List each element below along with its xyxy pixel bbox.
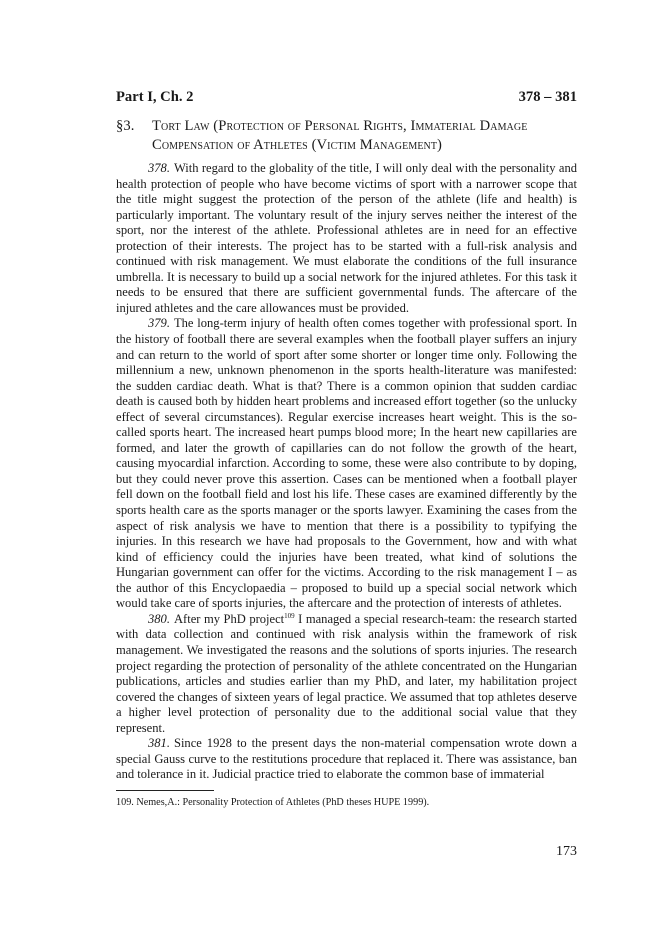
page-number: 173: [556, 844, 577, 859]
paragraph-range: 378 – 381: [518, 89, 577, 105]
paragraph-text: Since 1928 to the present days the non-material compensation wrote down a special Gauss curve to the restitutions procedure that replaced it. There was assistance, ban and tolerance in it. Judicial practice tried to elaborate the common base of immaterial: [116, 736, 577, 782]
paragraph-number: 378.: [148, 161, 170, 175]
paragraph-text: With regard to the globality of the title, I will only deal with the personality and health protection of people who have become victims of sport with a narrower scope that the title might suggest the protection of the person of the athlete (life and health) is particularly important. The voluntary result of the injury serves neither the interest of the sport, nor the interest of the athlete. Professional athletes are in need for an effective protection of their interests. The project has to be started with a full-risk analysis and continued with risk management. We must elaborate the conditions of the full insurance umbrella. It is necessary to build up a social network for the injured athletes. For this task it needs to be ensured that there are sufficient governmental funds. The aftercare of the injured athletes and the care allowances must be provided.: [116, 161, 577, 315]
running-header: [116, 88, 577, 108]
paragraph-text-start: After my PhD project: [173, 611, 285, 626]
chapter-label: Part I, Ch. 2: [116, 89, 194, 105]
section-heading: [116, 117, 577, 155]
section-title: Tort Law (Protection of Personal Rights, Immaterial Damage Compensation of Athletes (Victim Management): [152, 118, 528, 153]
paragraph-number: 379.: [148, 316, 170, 331]
footnote-109: 109. Nemes,A.: Personality Protection of Athletes (PhD theses HUPE 1999).: [116, 796, 430, 808]
paragraph-378: [116, 161, 577, 316]
footnote-reference: 109: [284, 611, 295, 620]
paragraph-381: [116, 736, 577, 783]
paragraph-379: [116, 316, 577, 611]
body-text: [116, 161, 577, 783]
paragraph-text: The long-term injury of health often comes together with professional sport. In the history of football there are several examples when the football player suffers an injury and can return to the world of sport after some shorter or longer time only. Following the millennium a new, unknown phenomenon in the sports health-literature was manifested: the sudden cardiac death. What is that? There is a common opinion that sudden cardiac death is caused both by hidden heart problems and increased effort together (so the unlucky effect of several circumstances). Regular exercise increases heart weight. This is the so-called sports heart. The increased heart pumps blood more; In the heart new capillaries are formed, and later the growth of capillaries can do not follow the growth of the heart, causing myocardial infarction. According to some, these were also contribute to by doping, but they could never prove this assertion. Cases can be mentioned when a football player fell down on the football field and lost his life. These cases are examined differently by the sports health care as the sports manager or the sports lawyer. Examining the cases from the aspect of risk analysis we have to mention that there is a possibility to typifying the injuries. In this research we have had proposals to the Government, how and with what kind of efficiency could the injuries have been treated, what kind of solutions the Hungarian government can offer for the victims. According to the risk management I – as the author of this Encyclopaedia – proposed to build up a special social network which would take care of sports injuries, the aftercare and the protection of interests of athletes.: [116, 316, 577, 611]
section-number: §3.: [116, 118, 135, 134]
paragraph-text: I managed a special research-team: the research started with data collection and continued with risk analysis within the framework of risk management. We investigated the reasons and the solutions of sports injuries. The research project regarding the protection of personality of the athlete concentrated on the Hungarian publications, articles and studies earlier than my PhD, and later, my habilitation project covered the changes of sixteen years of legal practice. We assumed that top athletes deserve a higher level protection of personality due to the additional social value that they represent.: [116, 611, 578, 735]
paragraph-number: 381.: [148, 736, 170, 751]
footnote-divider: [116, 790, 214, 791]
paragraph-number: 380.: [148, 611, 170, 626]
document-page: [116, 88, 578, 859]
paragraph-380: [116, 612, 577, 736]
